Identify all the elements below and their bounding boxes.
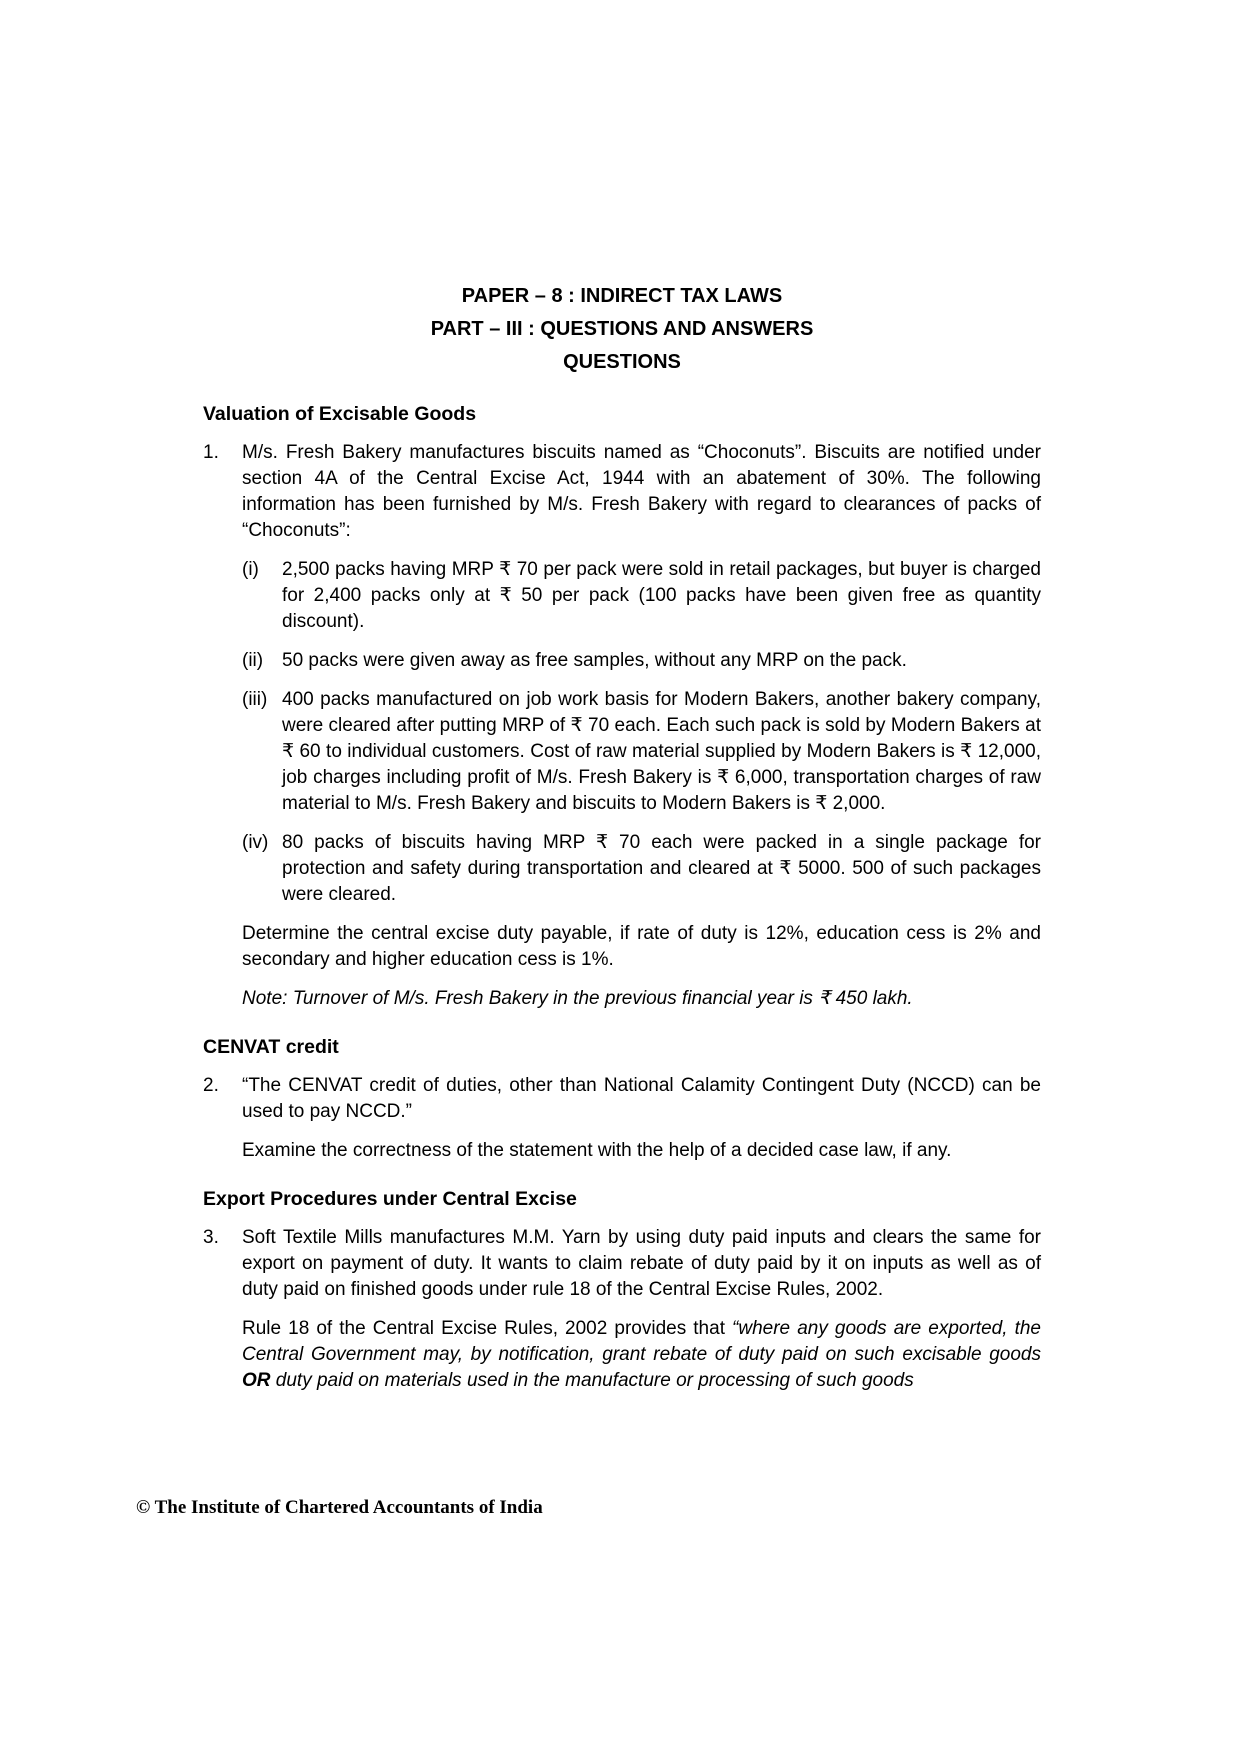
list-item-i (242, 557, 1041, 635)
document-title-block (203, 280, 1041, 379)
page-content (203, 280, 1041, 1394)
question-1-intro: M/s. Fresh Bakery manufactures biscuits named as “Choconuts”. Biscuits are notified under section 4A of the Central Excise Act, 1944 with an abatement of 30%. The following information has been furnished by M/s. Fresh Bakery with regard to clearances of packs of “Choconuts”: (242, 442, 1041, 541)
list-item-iv-label: (iv) (242, 832, 269, 853)
list-item-ii-text: 50 packs were given away as free samples, without any MRP on the pack. (282, 650, 907, 671)
paragraph-rule-18 (242, 1316, 1041, 1394)
document-title-line-2: PART – III : QUESTIONS AND ANSWERS (430, 318, 814, 340)
rule-18-quote-part-1: “where any goods are exported, the Central Government may, by notification, grant rebate of duty paid on such excisable goods (242, 1318, 1041, 1365)
document-title-line-1: PAPER – 8 : INDIRECT TAX LAWS (461, 285, 783, 307)
rule-18-quote-part-2: duty paid on materials used in the manufacture or processing of such goods (270, 1370, 914, 1391)
list-item-i-text: 2,500 packs having MRP ₹ 70 per pack were sold in retail packages, but buyer is charged for 2,400 packs only at ₹ 50 per pack (100 packs have been given free as quantity discount). (282, 559, 1041, 632)
list-item-ii-label: (ii) (242, 650, 264, 671)
question-2 (203, 1073, 1041, 1125)
question-2-number: 2. (203, 1075, 219, 1096)
rule-18-lead: Rule 18 of the Central Excise Rules, 2002 provides that (242, 1318, 733, 1339)
section-heading-cenvat: CENVAT credit (203, 1036, 339, 1058)
document-title-line-3: QUESTIONS (563, 351, 681, 373)
list-item-iv (242, 830, 1041, 908)
list-item-iii-label: (iii) (242, 689, 268, 710)
list-item-iii-text: 400 packs manufactured on job work basis for Modern Bakers, another bakery company, were cleared after putting MRP of ₹ 70 each. Each such pack is sold by Modern Bakers at ₹ 60 to individual customers. Cost of raw material supplied by Modern Bakers is ₹ 12,000, job charges including profit of M/s. Fresh Bakery is ₹ 6,000, transportation charges of raw material to M/s. Fresh Bakery and biscuits to Modern Bakers is ₹ 2,000. (282, 689, 1041, 814)
list-item-i-label: (i) (242, 559, 259, 580)
footer-copyright: © The Institute of Chartered Accountants of India (136, 1497, 543, 1518)
question-3 (203, 1225, 1041, 1303)
question-2-text: “The CENVAT credit of duties, other than National Calamity Contingent Duty (NCCD) can be used to pay NCCD.” (242, 1075, 1041, 1122)
list-item-ii (242, 648, 1041, 674)
note-turnover: Note: Turnover of M/s. Fresh Bakery in the previous financial year is ₹ 450 lakh. (242, 988, 913, 1009)
question-1 (203, 440, 1041, 544)
list-item-iv-text: 80 packs of biscuits having MRP ₹ 70 each were packed in a single package for protection and safety during transportation and cleared at ₹ 5000. 500 of such packages were cleared. (282, 832, 1041, 905)
rule-18-or-word: OR (242, 1370, 271, 1391)
question-1-number: 1. (203, 442, 219, 463)
question-3-text: Soft Textile Mills manufactures M.M. Yarn by using duty paid inputs and clears the same for export on payment of duty. It wants to claim rebate of duty paid by it on inputs as well as of duty paid on finished goods under rule 18 of the Central Excise Rules, 2002. (242, 1227, 1041, 1300)
paragraph-examine-statement: Examine the correctness of the statement with the help of a decided case law, if any. (242, 1140, 952, 1161)
section-heading-export: Export Procedures under Central Excise (203, 1188, 577, 1210)
list-item-iii (242, 687, 1041, 817)
question-3-number: 3. (203, 1227, 219, 1248)
paragraph-determine-duty: Determine the central excise duty payable, if rate of duty is 12%, education cess is 2% and secondary and higher education cess is 1%. (242, 923, 1041, 970)
section-heading-valuation: Valuation of Excisable Goods (203, 403, 477, 425)
